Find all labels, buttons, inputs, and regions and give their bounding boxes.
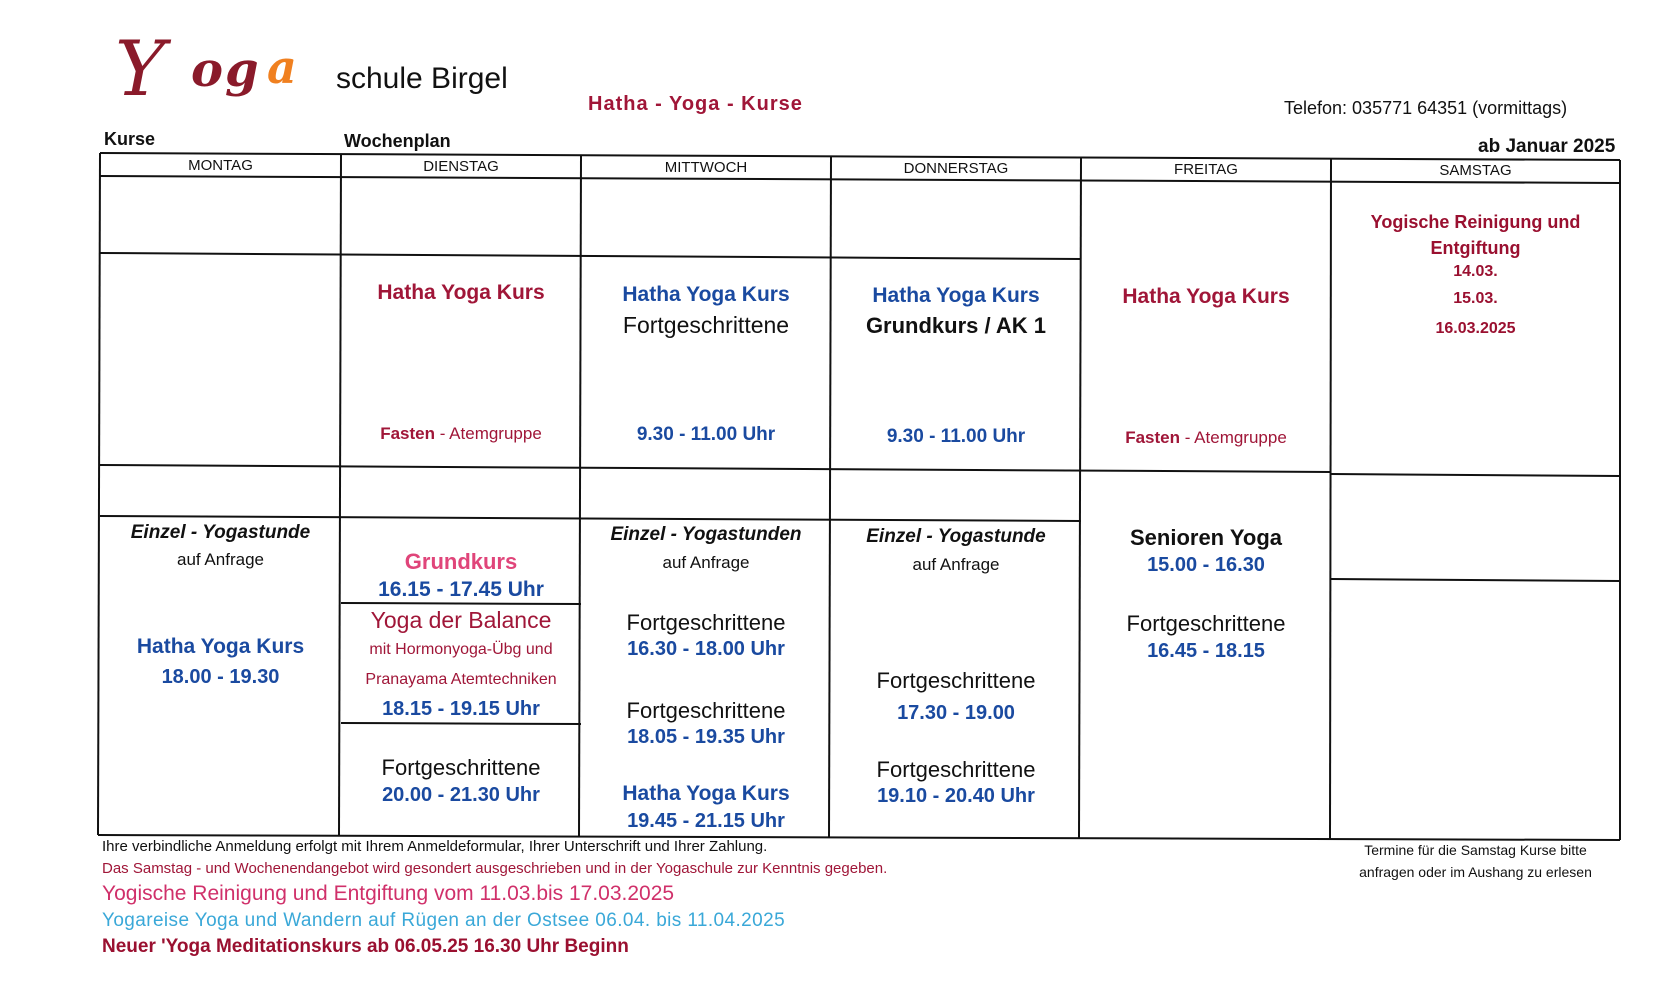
day-header-wednesday: MITTWOCH — [664, 159, 748, 176]
page-subtitle: Hatha - Yoga - Kurse — [588, 93, 803, 115]
tue-grundkurs: Grundkurs — [404, 549, 518, 574]
tue-morning-title: Hatha Yoga Kurs — [377, 281, 545, 304]
mon-on-request: auf Anfrage — [177, 550, 264, 569]
sat-course-line1: Yogische Reinigung und — [1370, 212, 1581, 232]
wed-advanced-1-time: 16.30 - 18.00 Uhr — [627, 638, 785, 660]
fri-fasten: Fasten — [1125, 428, 1180, 447]
wed-hatha-title: Hatha Yoga Kurs — [622, 782, 790, 805]
wed-single-lessons: Einzel - Yogastunden — [610, 524, 802, 545]
tue-grundkurs-time: 16.15 - 17.45 Uhr — [378, 578, 544, 601]
thu-single-lesson: Einzel - Yogastunde — [866, 526, 1046, 547]
footer-saturday-note-1: Termine für die Samstag Kurse bitte — [1364, 842, 1587, 858]
tue-fasten: Fasten — [380, 424, 435, 443]
fri-advanced-time: 16.45 - 18.15 — [1147, 640, 1265, 662]
sat-date-2: 15.03. — [1453, 290, 1498, 307]
courses-label: Kurse — [104, 129, 156, 149]
logo-letter-y: Y — [115, 24, 166, 113]
mon-hatha-title: Hatha Yoga Kurs — [136, 635, 305, 658]
tue-atemgruppe: Atemgruppe — [449, 424, 542, 443]
thu-morning-time: 9.30 - 11.00 Uhr — [886, 426, 1026, 447]
fri-atemgruppe: Atemgruppe — [1194, 428, 1287, 447]
day-header-monday: MONTAG — [188, 157, 253, 174]
thu-advanced-2: Fortgeschrittene — [876, 757, 1036, 782]
sat-date-1: 14.03. — [1453, 263, 1498, 280]
tue-note-sep: - — [435, 424, 450, 443]
footer-weekend-note: Das Samstag - und Wochenendangebot wird gesondert ausgeschrieben und in der Yogaschule zur Kenntnis gegeben. — [102, 860, 888, 877]
tue-balance-time: 18.15 - 19.15 Uhr — [382, 698, 540, 720]
fri-morning-note — [1081, 428, 1331, 448]
tue-advanced: Fortgeschrittene — [381, 755, 541, 780]
thu-morning-level: Grundkurs / AK 1 — [865, 313, 1047, 338]
tue-balance-line1: mit Hormonyoga-Übg und — [369, 641, 553, 658]
fri-senior-yoga: Senioren Yoga — [1129, 525, 1282, 550]
logo-letter-o: o — [191, 42, 224, 98]
wed-morning-title: Hatha Yoga Kurs — [622, 283, 790, 306]
wed-on-request: auf Anfrage — [662, 553, 750, 572]
sat-date-3: 16.03.2025 — [1435, 320, 1516, 337]
wed-advanced-2-time: 18.05 - 19.35 Uhr — [627, 726, 785, 748]
day-header-thursday: DONNERSTAG — [903, 160, 1009, 177]
fri-senior-time: 15.00 - 16.30 — [1147, 554, 1265, 576]
wed-hatha-time: 19.45 - 21.15 Uhr — [627, 810, 785, 832]
fri-morning-title: Hatha Yoga Kurs — [1122, 285, 1290, 308]
footer-registration-note: Ihre verbindliche Anmeldung erfolgt mit Ihrem Anmeldeformular, Ihrer Unterschrift und Ihrer Zahlung. — [102, 838, 768, 855]
mon-single-lesson: Einzel - Yogastunde — [130, 522, 311, 543]
tue-morning-note — [341, 424, 581, 444]
thu-advanced-2-time: 19.10 - 20.40 Uhr — [877, 785, 1035, 807]
fri-advanced: Fortgeschrittene — [1126, 611, 1286, 636]
thu-advanced-1-time: 17.30 - 19.00 — [897, 702, 1015, 724]
thu-morning-title: Hatha Yoga Kurs — [872, 284, 1040, 307]
day-header-friday: FREITAG — [1174, 161, 1238, 178]
mon-hatha-time: 18.00 - 19.30 — [161, 666, 280, 688]
tue-balance-line2: Pranayama Atemtechniken — [365, 671, 557, 688]
thu-on-request: auf Anfrage — [912, 555, 1000, 574]
footer-travel-event: Yogareise Yoga und Wandern auf Rügen an der Ostsee 06.04. bis 11.04.2025 — [102, 910, 786, 931]
phone-number: Telefon: 035771 64351 (vormittags) — [1284, 98, 1568, 118]
weekplan-label: Wochenplan — [344, 131, 451, 151]
valid-from: ab Januar 2025 — [1478, 136, 1616, 157]
footer-meditation-course: Neuer 'Yoga Meditationskurs ab 06.05.25 16.30 Uhr Beginn — [102, 936, 629, 957]
logo-letter-g: g — [225, 42, 259, 98]
logo-letter-a: a — [267, 40, 297, 94]
wed-morning-time: 9.30 - 11.00 Uhr — [636, 424, 776, 445]
day-header-tuesday: DIENSTAG — [423, 158, 499, 175]
footer-cleansing-event: Yogische Reinigung und Entgiftung vom 11.03.bis 17.03.2025 — [102, 882, 675, 905]
tue-advanced-time: 20.00 - 21.30 Uhr — [382, 784, 540, 806]
thu-advanced-1: Fortgeschrittene — [876, 668, 1036, 693]
footer-saturday-note-2: anfragen oder im Aushang zu erlesen — [1359, 864, 1592, 880]
day-header-saturday: SAMSTAG — [1439, 162, 1512, 179]
sat-course-line2: Entgiftung — [1430, 238, 1521, 258]
tue-balance-title: Yoga der Balance — [370, 607, 552, 633]
fri-note-sep: - — [1180, 428, 1195, 447]
wed-morning-level: Fortgeschrittene — [622, 312, 790, 338]
school-name: schule Birgel — [336, 62, 508, 95]
wed-advanced-2: Fortgeschrittene — [626, 698, 786, 723]
wed-advanced-1: Fortgeschrittene — [626, 610, 786, 635]
